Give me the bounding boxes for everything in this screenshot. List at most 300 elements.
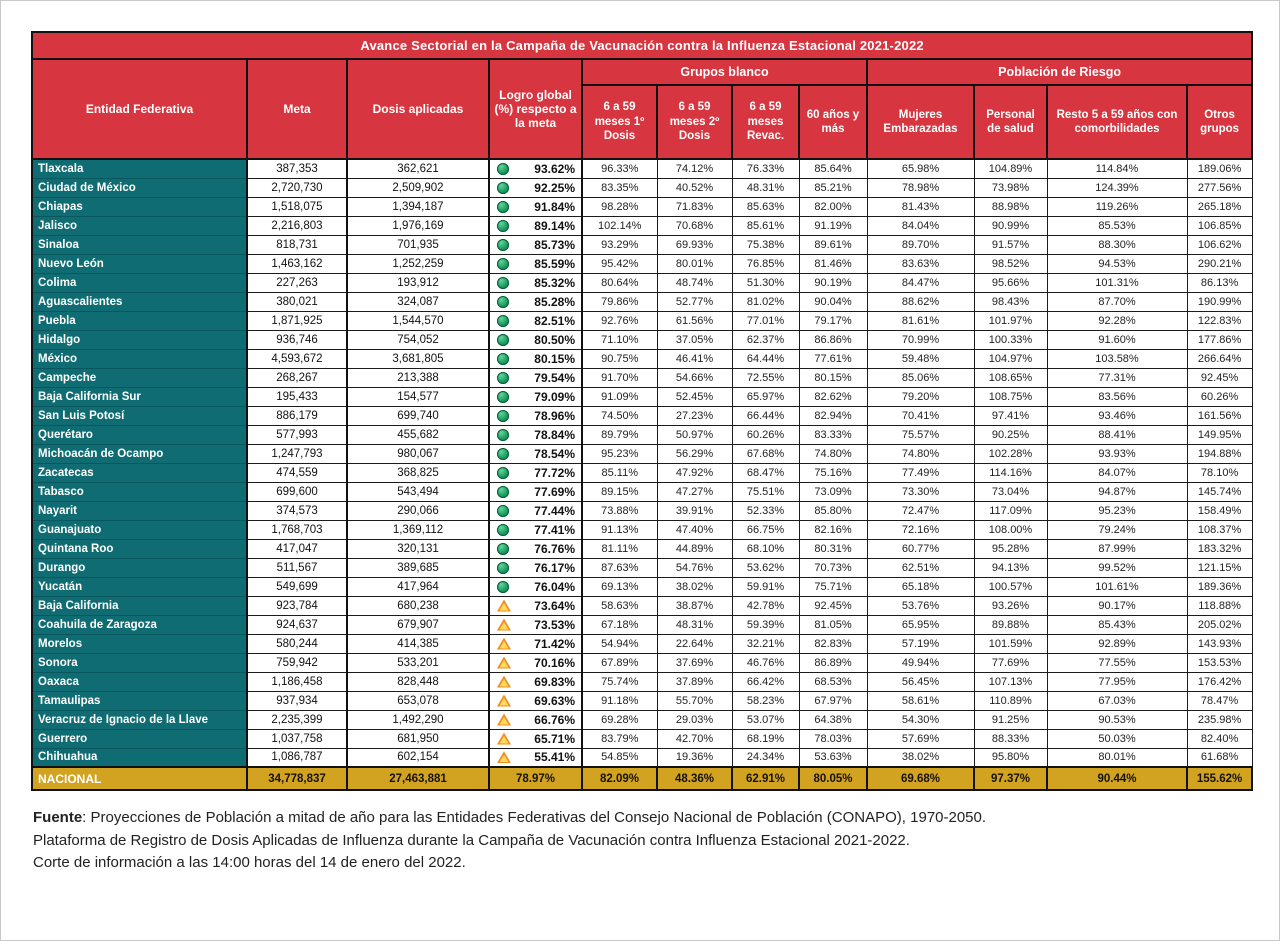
status-warning-icon [497,600,511,612]
entity-name-cell: Baja California [32,596,247,615]
coverage-percent-cell: 53.76% [867,596,974,615]
coverage-percent-cell: 75.57% [867,425,974,444]
coverage-percent-cell: 92.45% [1187,368,1252,387]
coverage-percent-cell: 68.53% [799,672,867,691]
coverage-percent-cell: 83.35% [582,178,657,197]
coverage-percent-cell: 80.64% [582,273,657,292]
dosis-aplicadas-cell: 213,388 [347,368,489,387]
coverage-percent-cell: 51.30% [732,273,799,292]
meta-cell: 195,433 [247,387,347,406]
status-ok-icon [497,296,509,308]
coverage-percent-cell: 79.24% [1047,520,1187,539]
logro-value: 70.16% [534,655,575,670]
table-row [32,235,1252,254]
coverage-percent-cell: 69.28% [582,710,657,729]
coverage-percent-cell: 52.77% [657,292,732,311]
coverage-percent-cell: 73.98% [974,178,1047,197]
entity-name-cell: Chihuahua [32,748,247,767]
coverage-percent-cell: 95.42% [582,254,657,273]
status-ok-icon [497,372,509,384]
group-header-row [32,59,1252,85]
entity-name-cell: Tlaxcala [32,159,247,178]
entity-name-cell: Sonora [32,653,247,672]
logro-value: 92.25% [534,180,575,195]
coverage-percent-cell: 85.53% [1047,216,1187,235]
coverage-percent-cell: 101.61% [1047,577,1187,596]
logro-value: 69.63% [534,693,575,708]
coverage-percent-cell: 82.83% [799,634,867,653]
meta-cell: 387,353 [247,159,347,178]
coverage-percent-cell: 27.23% [657,406,732,425]
coverage-percent-cell: 44.89% [657,539,732,558]
coverage-percent-cell: 67.03% [1047,691,1187,710]
coverage-percent-cell: 95.23% [1047,501,1187,520]
status-warning-icon [497,619,511,631]
coverage-percent-cell: 79.17% [799,311,867,330]
coverage-percent-cell: 78.98% [867,178,974,197]
logro-global-cell [489,311,582,330]
coverage-percent-cell: 74.50% [582,406,657,425]
logro-value: 80.50% [534,332,575,347]
coverage-percent-cell: 67.68% [732,444,799,463]
table-row [32,672,1252,691]
logro-global-cell [489,444,582,463]
logro-global-cell [489,330,582,349]
status-ok-icon [497,163,509,175]
logro-value: 76.04% [534,579,575,594]
logro-global-cell [489,691,582,710]
coverage-percent-cell: 88.41% [1047,425,1187,444]
meta-cell: 227,263 [247,273,347,292]
national-value: 82.09% [582,767,657,790]
meta-cell: 580,244 [247,634,347,653]
coverage-percent-cell: 53.62% [732,558,799,577]
dosis-aplicadas-cell: 3,681,805 [347,349,489,368]
entity-name-cell: Baja California Sur [32,387,247,406]
coverage-percent-cell: 83.63% [867,254,974,273]
entity-name-cell: Guerrero [32,729,247,748]
coverage-percent-cell: 76.33% [732,159,799,178]
table-row [32,349,1252,368]
logro-global-cell [489,463,582,482]
coverage-percent-cell: 48.31% [657,615,732,634]
entity-name-cell: Ciudad de México [32,178,247,197]
table-row [32,197,1252,216]
coverage-percent-cell: 94.53% [1047,254,1187,273]
coverage-percent-cell: 50.97% [657,425,732,444]
entity-name-cell: Chiapas [32,197,247,216]
entity-name-cell: Oaxaca [32,672,247,691]
table-row [32,425,1252,444]
coverage-percent-cell: 37.05% [657,330,732,349]
coverage-percent-cell: 77.69% [974,653,1047,672]
status-ok-icon [497,448,509,460]
coverage-percent-cell: 145.74% [1187,482,1252,501]
coverage-percent-cell: 81.05% [799,615,867,634]
coverage-percent-cell: 108.65% [974,368,1047,387]
dosis-aplicadas-cell: 1,492,290 [347,710,489,729]
coverage-percent-cell: 90.99% [974,216,1047,235]
coverage-percent-cell: 83.56% [1047,387,1187,406]
coverage-percent-cell: 104.89% [974,159,1047,178]
logro-global-cell [489,653,582,672]
coverage-percent-cell: 48.74% [657,273,732,292]
source-line-2: Plataforma de Registro de Dosis Aplicadas de Influenza durante la Campaña de Vacunación contra Influenza Estacional 2021-2022. [33,831,910,849]
coverage-percent-cell: 54.85% [582,748,657,767]
entity-name-cell: Querétaro [32,425,247,444]
entity-name-cell: Campeche [32,368,247,387]
status-ok-icon [497,429,509,441]
coverage-percent-cell: 118.88% [1187,596,1252,615]
status-ok-icon [497,220,509,232]
coverage-percent-cell: 75.74% [582,672,657,691]
logro-global-cell [489,615,582,634]
coverage-percent-cell: 83.33% [799,425,867,444]
coverage-percent-cell: 29.03% [657,710,732,729]
coverage-percent-cell: 117.09% [974,501,1047,520]
entity-name-cell: Quintana Roo [32,539,247,558]
coverage-percent-cell: 80.31% [799,539,867,558]
entity-name-cell: Jalisco [32,216,247,235]
coverage-percent-cell: 94.87% [1047,482,1187,501]
coverage-percent-cell: 64.44% [732,349,799,368]
meta-cell: 549,699 [247,577,347,596]
entity-name-cell: Nuevo León [32,254,247,273]
col-header-6a59-1dosis: 6 a 59 meses 1º Dosis [582,85,657,159]
coverage-percent-cell: 89.79% [582,425,657,444]
logro-value: 77.72% [534,465,575,480]
meta-cell: 923,784 [247,596,347,615]
coverage-percent-cell: 74.80% [799,444,867,463]
coverage-percent-cell: 77.61% [799,349,867,368]
logro-global-cell [489,710,582,729]
coverage-percent-cell: 42.70% [657,729,732,748]
table-row [32,710,1252,729]
coverage-percent-cell: 54.76% [657,558,732,577]
coverage-percent-cell: 81.46% [799,254,867,273]
national-value: 155.62% [1187,767,1252,790]
logro-value: 77.44% [534,503,575,518]
coverage-percent-cell: 54.66% [657,368,732,387]
table-row [32,311,1252,330]
logro-global-cell [489,577,582,596]
coverage-percent-cell: 52.45% [657,387,732,406]
coverage-percent-cell: 100.33% [974,330,1047,349]
coverage-percent-cell: 56.29% [657,444,732,463]
coverage-percent-cell: 86.86% [799,330,867,349]
logro-global-cell [489,406,582,425]
meta-cell: 1,871,925 [247,311,347,330]
meta-cell: 474,559 [247,463,347,482]
coverage-percent-cell: 92.76% [582,311,657,330]
coverage-percent-cell: 52.33% [732,501,799,520]
coverage-percent-cell: 66.75% [732,520,799,539]
national-logro: 78.97% [489,767,582,790]
dosis-aplicadas-cell: 368,825 [347,463,489,482]
logro-global-cell [489,273,582,292]
logro-global-cell [489,748,582,767]
coverage-percent-cell: 68.19% [732,729,799,748]
coverage-percent-cell: 82.00% [799,197,867,216]
national-value: 80.05% [799,767,867,790]
coverage-percent-cell: 70.68% [657,216,732,235]
table-row [32,482,1252,501]
coverage-percent-cell: 69.93% [657,235,732,254]
coverage-percent-cell: 58.23% [732,691,799,710]
col-header-logro: Logro global (%) respecto a la meta [489,59,582,159]
table-title-row [32,32,1252,59]
coverage-percent-cell: 92.28% [1047,311,1187,330]
meta-cell: 937,934 [247,691,347,710]
coverage-percent-cell: 189.06% [1187,159,1252,178]
meta-cell: 818,731 [247,235,347,254]
coverage-percent-cell: 47.92% [657,463,732,482]
table-row [32,596,1252,615]
logro-value: 85.73% [534,237,575,252]
coverage-percent-cell: 50.03% [1047,729,1187,748]
meta-cell: 886,179 [247,406,347,425]
coverage-percent-cell: 67.18% [582,615,657,634]
national-meta: 34,778,837 [247,767,347,790]
coverage-percent-cell: 94.13% [974,558,1047,577]
logro-value: 91.84% [534,199,575,214]
coverage-percent-cell: 89.70% [867,235,974,254]
vaccination-progress-table [31,31,1253,791]
coverage-percent-cell: 87.63% [582,558,657,577]
coverage-percent-cell: 98.43% [974,292,1047,311]
coverage-percent-cell: 102.28% [974,444,1047,463]
national-value: 48.36% [657,767,732,790]
table-row [32,216,1252,235]
status-ok-icon [497,201,509,213]
coverage-percent-cell: 90.25% [974,425,1047,444]
fuente-label: Fuente [33,809,83,826]
logro-value: 77.69% [534,484,575,499]
coverage-percent-cell: 84.04% [867,216,974,235]
coverage-percent-cell: 88.30% [1047,235,1187,254]
dosis-aplicadas-cell: 389,685 [347,558,489,577]
dosis-aplicadas-cell: 701,935 [347,235,489,254]
logro-global-cell [489,729,582,748]
col-header-meta: Meta [247,59,347,159]
meta-cell: 1,086,787 [247,748,347,767]
entity-name-cell: Tabasco [32,482,247,501]
coverage-percent-cell: 82.62% [799,387,867,406]
logro-value: 78.54% [534,446,575,461]
col-header-dosis: Dosis aplicadas [347,59,489,159]
logro-value: 73.53% [534,617,575,632]
meta-cell: 759,942 [247,653,347,672]
coverage-percent-cell: 79.86% [582,292,657,311]
dosis-aplicadas-cell: 362,621 [347,159,489,178]
logro-global-cell [489,368,582,387]
status-warning-icon [497,638,511,650]
logro-value: 80.15% [534,351,575,366]
coverage-percent-cell: 89.15% [582,482,657,501]
meta-cell: 1,037,758 [247,729,347,748]
coverage-percent-cell: 91.25% [974,710,1047,729]
table-title: Avance Sectorial en la Campaña de Vacunación contra la Influenza Estacional 2021-2022 [32,32,1252,59]
coverage-percent-cell: 85.06% [867,368,974,387]
table-row [32,330,1252,349]
dosis-aplicadas-cell: 980,067 [347,444,489,463]
meta-cell: 2,720,730 [247,178,347,197]
entity-name-cell: Hidalgo [32,330,247,349]
table-row [32,748,1252,767]
coverage-percent-cell: 92.89% [1047,634,1187,653]
coverage-percent-cell: 90.04% [799,292,867,311]
coverage-percent-cell: 106.85% [1187,216,1252,235]
status-warning-icon [497,695,511,707]
coverage-percent-cell: 72.16% [867,520,974,539]
status-ok-icon [497,353,509,365]
coverage-percent-cell: 58.63% [582,596,657,615]
coverage-percent-cell: 42.78% [732,596,799,615]
coverage-percent-cell: 75.71% [799,577,867,596]
coverage-percent-cell: 54.30% [867,710,974,729]
coverage-percent-cell: 75.38% [732,235,799,254]
status-warning-icon [497,657,511,669]
coverage-percent-cell: 84.47% [867,273,974,292]
coverage-percent-cell: 79.20% [867,387,974,406]
coverage-percent-cell: 97.41% [974,406,1047,425]
dosis-aplicadas-cell: 602,154 [347,748,489,767]
status-ok-icon [497,562,509,574]
coverage-percent-cell: 102.14% [582,216,657,235]
logro-value: 89.14% [534,218,575,233]
coverage-percent-cell: 53.07% [732,710,799,729]
status-ok-icon [497,524,509,536]
col-header-resto-comorbilidades: Resto 5 a 59 años con comorbilidades [1047,85,1187,159]
coverage-percent-cell: 67.97% [799,691,867,710]
coverage-percent-cell: 65.97% [732,387,799,406]
coverage-percent-cell: 73.09% [799,482,867,501]
logro-global-cell [489,672,582,691]
coverage-percent-cell: 101.59% [974,634,1047,653]
dosis-aplicadas-cell: 324,087 [347,292,489,311]
meta-cell: 511,567 [247,558,347,577]
coverage-percent-cell: 176.42% [1187,672,1252,691]
col-header-entidad: Entidad Federativa [32,59,247,159]
coverage-percent-cell: 59.91% [732,577,799,596]
coverage-percent-cell: 90.75% [582,349,657,368]
coverage-percent-cell: 85.64% [799,159,867,178]
coverage-percent-cell: 81.02% [732,292,799,311]
national-value: 97.37% [974,767,1047,790]
coverage-percent-cell: 85.11% [582,463,657,482]
coverage-percent-cell: 55.70% [657,691,732,710]
coverage-percent-cell: 158.49% [1187,501,1252,520]
dosis-aplicadas-cell: 681,950 [347,729,489,748]
status-ok-icon [497,581,509,593]
meta-cell: 1,768,703 [247,520,347,539]
entity-name-cell: Yucatán [32,577,247,596]
table-body [32,159,1252,767]
entity-name-cell: Puebla [32,311,247,330]
meta-cell: 417,047 [247,539,347,558]
status-ok-icon [497,258,509,270]
logro-global-cell [489,558,582,577]
coverage-percent-cell: 95.28% [974,539,1047,558]
coverage-percent-cell: 22.64% [657,634,732,653]
dosis-aplicadas-cell: 2,509,902 [347,178,489,197]
entity-name-cell: Guanajuato [32,520,247,539]
coverage-percent-cell: 78.47% [1187,691,1252,710]
coverage-percent-cell: 277.56% [1187,178,1252,197]
dosis-aplicadas-cell: 1,252,259 [347,254,489,273]
meta-cell: 936,746 [247,330,347,349]
dosis-aplicadas-cell: 1,976,169 [347,216,489,235]
coverage-percent-cell: 93.93% [1047,444,1187,463]
col-header-personal-salud: Personal de salud [974,85,1047,159]
entity-name-cell: Tamaulipas [32,691,247,710]
coverage-percent-cell: 85.80% [799,501,867,520]
entity-name-cell: Veracruz de Ignacio de la Llave [32,710,247,729]
coverage-percent-cell: 91.19% [799,216,867,235]
dosis-aplicadas-cell: 1,394,187 [347,197,489,216]
coverage-percent-cell: 65.95% [867,615,974,634]
coverage-percent-cell: 61.56% [657,311,732,330]
source-line-1-text: : Proyecciones de Población a mitad de año para las Entidades Federativas del Consejo Nacional de Población (CONAPO), 1970-2050. [82,809,987,826]
national-value: 62.91% [732,767,799,790]
coverage-percent-cell: 93.46% [1047,406,1187,425]
coverage-percent-cell: 68.10% [732,539,799,558]
logro-value: 78.96% [534,408,575,423]
meta-cell: 924,637 [247,615,347,634]
table-row [32,729,1252,748]
logro-global-cell [489,254,582,273]
coverage-percent-cell: 108.00% [974,520,1047,539]
logro-value: 73.64% [534,598,575,613]
coverage-percent-cell: 189.36% [1187,577,1252,596]
coverage-percent-cell: 121.15% [1187,558,1252,577]
coverage-percent-cell: 90.17% [1047,596,1187,615]
coverage-percent-cell: 77.01% [732,311,799,330]
entity-name-cell: Michoacán de Ocampo [32,444,247,463]
logro-value: 85.32% [534,275,575,290]
group-header-poblacion-riesgo: Población de Riesgo [867,59,1252,85]
coverage-percent-cell: 72.55% [732,368,799,387]
status-ok-icon [497,486,509,498]
coverage-percent-cell: 93.29% [582,235,657,254]
coverage-percent-cell: 85.21% [799,178,867,197]
coverage-percent-cell: 73.30% [867,482,974,501]
dosis-aplicadas-cell: 543,494 [347,482,489,501]
coverage-percent-cell: 114.84% [1047,159,1187,178]
status-ok-icon [497,467,509,479]
coverage-percent-cell: 119.26% [1047,197,1187,216]
coverage-percent-cell: 83.79% [582,729,657,748]
col-header-6a59-revac: 6 a 59 meses Revac. [732,85,799,159]
logro-value: 65.71% [534,731,575,746]
logro-global-cell [489,159,582,178]
coverage-percent-cell: 124.39% [1047,178,1187,197]
coverage-percent-cell: 48.31% [732,178,799,197]
logro-value: 93.62% [534,161,575,176]
meta-cell: 4,593,672 [247,349,347,368]
coverage-percent-cell: 265.18% [1187,197,1252,216]
coverage-percent-cell: 87.99% [1047,539,1187,558]
logro-global-cell [489,596,582,615]
logro-value: 85.28% [534,294,575,309]
coverage-percent-cell: 153.53% [1187,653,1252,672]
logro-value: 79.54% [534,370,575,385]
dosis-aplicadas-cell: 290,066 [347,501,489,520]
logro-global-cell [489,197,582,216]
coverage-percent-cell: 67.89% [582,653,657,672]
coverage-percent-cell: 65.98% [867,159,974,178]
entity-name-cell: Nayarit [32,501,247,520]
